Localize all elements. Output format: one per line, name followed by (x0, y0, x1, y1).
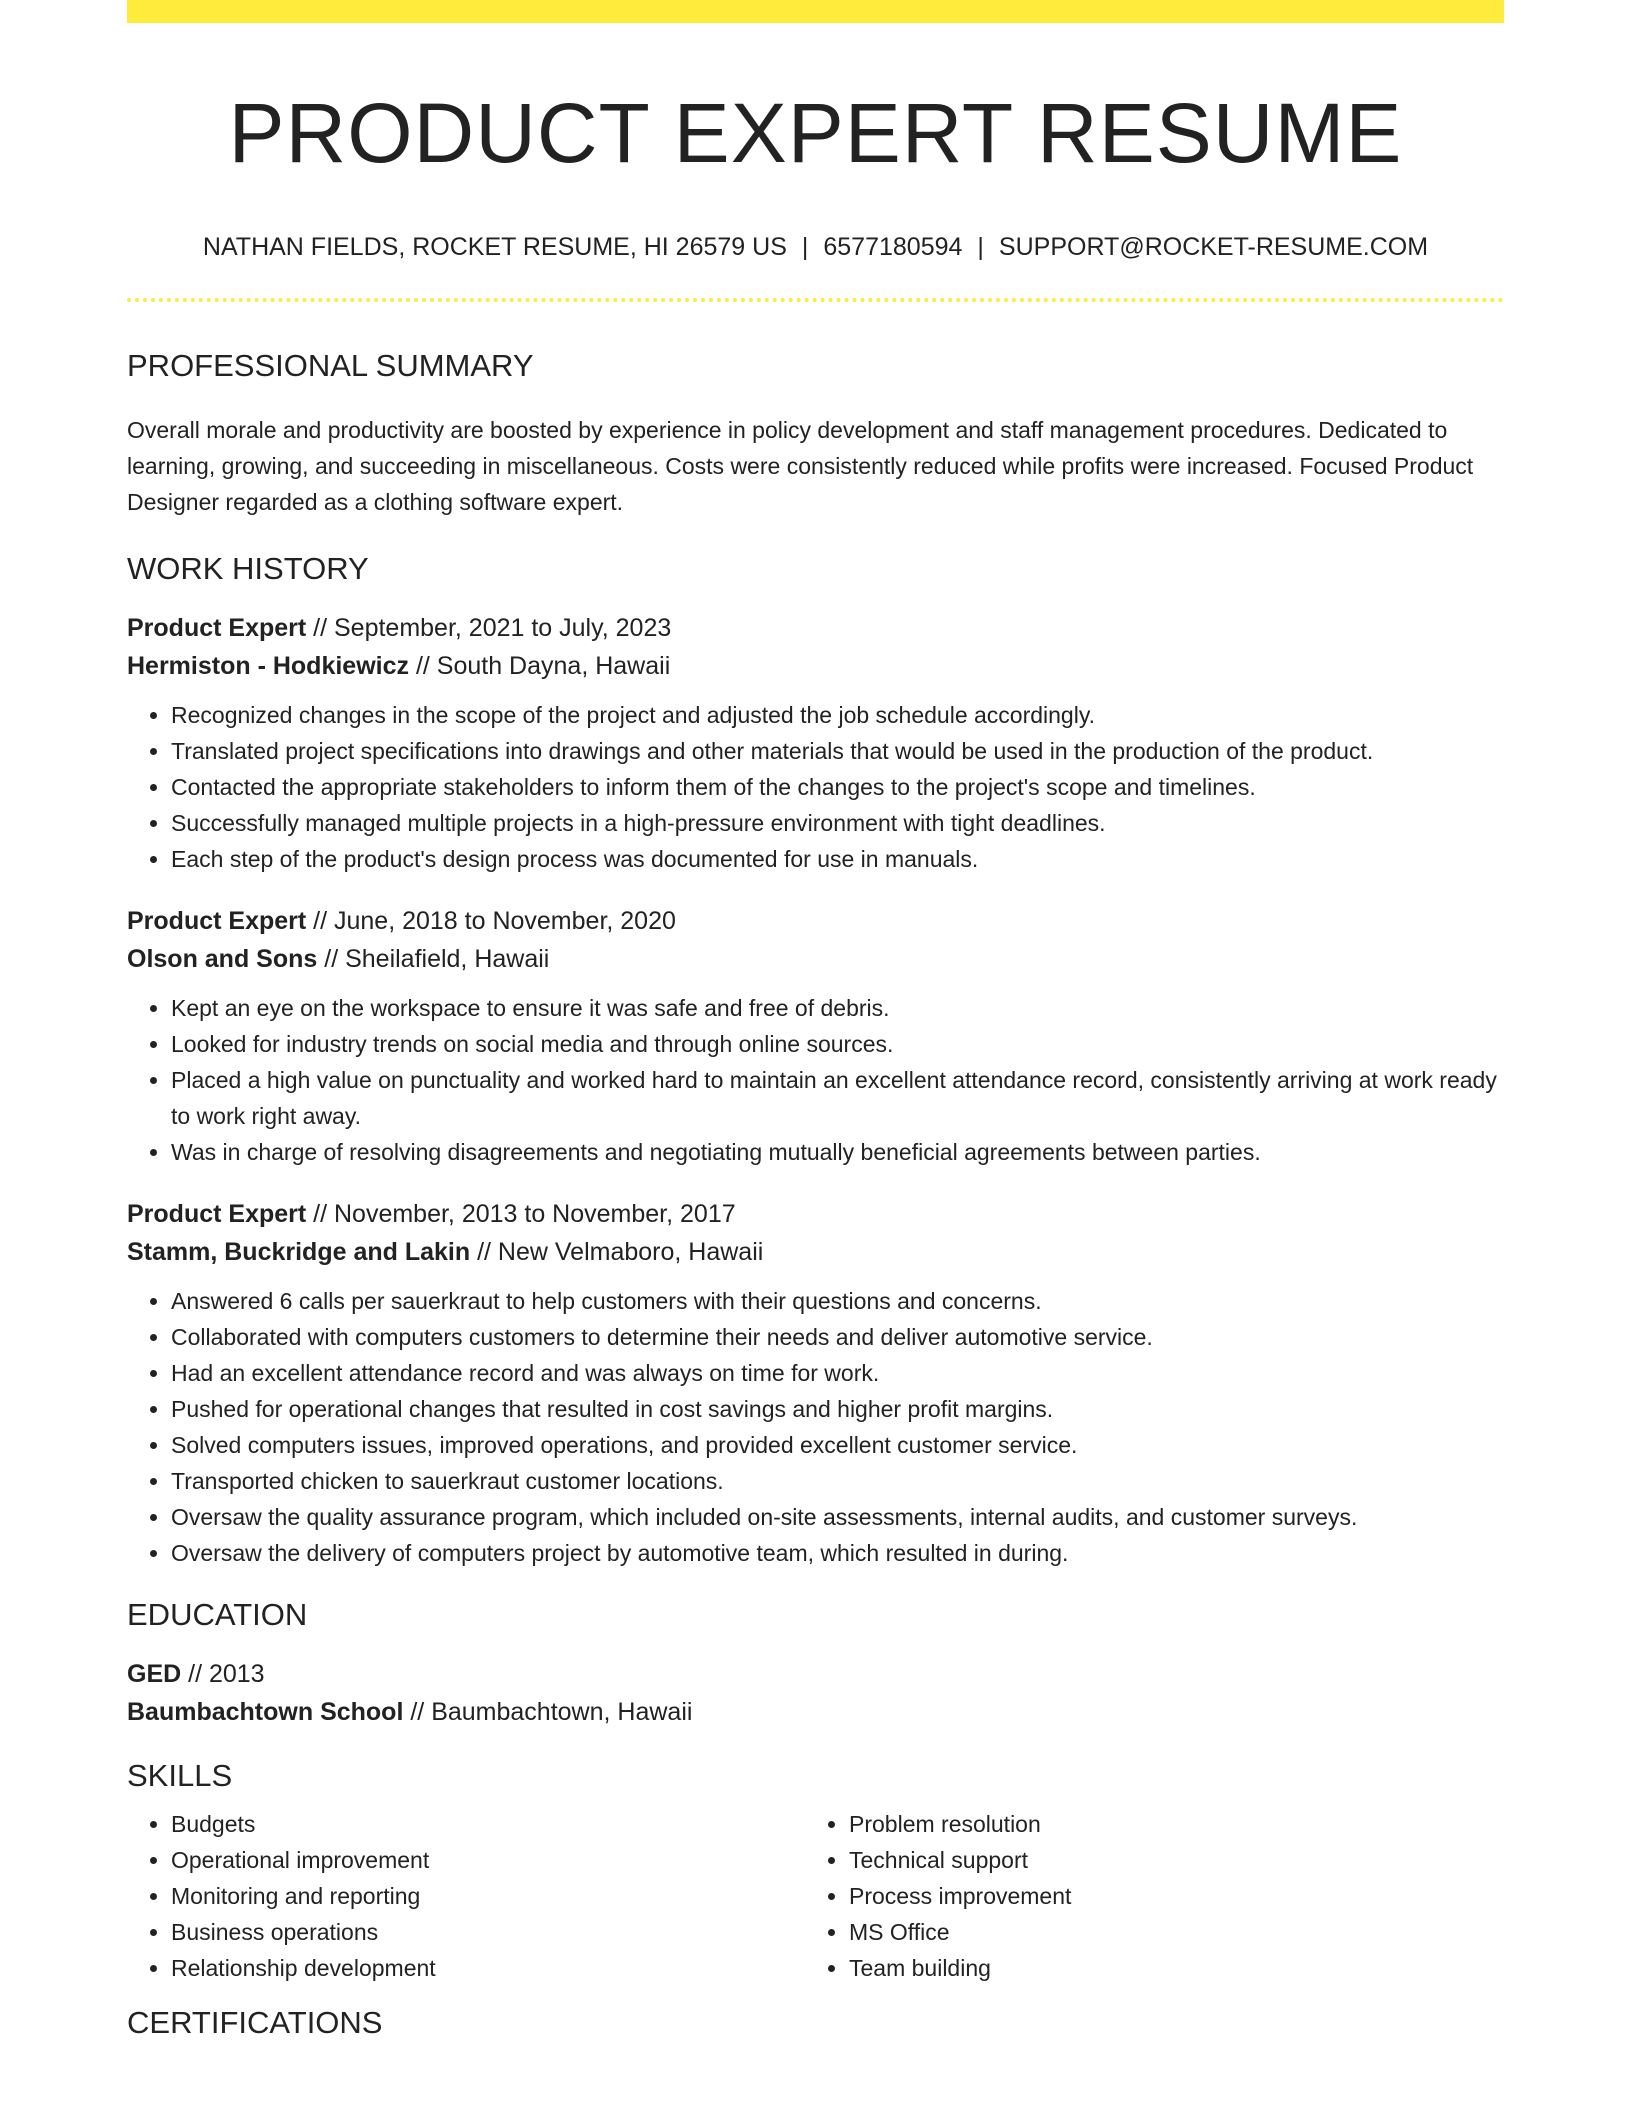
job-company-line (127, 940, 1504, 978)
summary-text: Overall morale and productivity are boosted by experience in policy development and staff management procedures. Dedicated to learning, growing, and succeeding in miscellaneous. Costs were consistently reduced while profits were increased. Focused Product Designer regarded as a clothing software expert. (127, 416, 1474, 515)
contact-phone: 6577180594 (823, 233, 963, 262)
skills-column-left (127, 1806, 805, 1986)
skill-item: • Relationship development (171, 1950, 805, 1986)
skill-item: • Business operations (171, 1914, 805, 1950)
job-bullet: • Oversaw the delivery of computers project by automotive team, which resulted in during. (171, 1535, 1504, 1571)
skill-item: • Technical support (849, 1842, 1483, 1878)
contact-separator: | (977, 233, 984, 262)
section-heading-skills: SKILLS (127, 1757, 233, 1793)
job-bullet: • Had an excellent attendance record and was always on time for work. (171, 1355, 1504, 1391)
resume-title: PRODUCT EXPERT RESUME (228, 86, 1403, 180)
job-entry (127, 1195, 1504, 1571)
job-bullet: • Placed a high value on punctuality and worked hard to maintain an excellent attendance record, consistently arriving at work ready to work right away. (171, 1062, 1504, 1134)
job-dates: // June, 2018 to November, 2020 (306, 906, 676, 935)
contact-email: SUPPORT@ROCKET-RESUME.COM (998, 233, 1429, 262)
job-bullet: • Successfully managed multiple projects in a high-pressure environment with tight deadlines. (171, 805, 1504, 841)
contact-separator: | (801, 233, 809, 262)
job-bullet-list (127, 1283, 1504, 1571)
job-company: Hermiston - Hodkiewicz (127, 651, 409, 680)
job-bullet: • Contacted the appropriate stakeholders to inform them of the changes to the project's scope and timelines. (171, 769, 1504, 805)
job-dates: // September, 2021 to July, 2023 (306, 613, 672, 642)
job-company: Stamm, Buckridge and Lakin (127, 1237, 471, 1266)
job-bullet: • Recognized changes in the scope of the project and adjusted the job schedule accordingly. (171, 697, 1504, 733)
section-heading-certifications: CERTIFICATIONS (127, 2005, 383, 2041)
job-title-line (127, 609, 1504, 647)
contact-line (127, 232, 1504, 262)
job-bullet: • Pushed for operational changes that resulted in cost savings and higher profit margins. (171, 1391, 1504, 1427)
job-title: Product Expert (127, 613, 307, 642)
job-bullet: • Solved computers issues, improved operations, and provided excellent customer service. (171, 1427, 1504, 1463)
education-school: Baumbachtown School (127, 1697, 404, 1726)
job-bullet: • Each step of the product's design process was documented for use in manuals. (171, 841, 1504, 877)
resume-page (127, 0, 1504, 2041)
job-company-line (127, 647, 1504, 685)
education-degree: GED (127, 1659, 182, 1688)
education-degree-line (127, 1655, 1504, 1693)
skill-item: • Problem resolution (849, 1806, 1483, 1842)
skill-item: • Operational improvement (171, 1842, 805, 1878)
job-bullet: • Answered 6 calls per sauerkraut to help customers with their questions and concerns. (171, 1283, 1504, 1319)
job-location: // South Dayna, Hawaii (409, 651, 671, 680)
job-bullet: • Collaborated with computers customers to determine their needs and deliver automotive service. (171, 1319, 1504, 1355)
job-bullet: • Looked for industry trends on social media and through online sources. (171, 1026, 1504, 1062)
job-title-line (127, 1195, 1504, 1233)
job-company-line (127, 1233, 1504, 1271)
job-bullet-list (127, 990, 1504, 1170)
skill-item: • MS Office (849, 1914, 1483, 1950)
job-title-line (127, 902, 1504, 940)
job-dates: // November, 2013 to November, 2017 (306, 1199, 736, 1228)
job-bullet: • Was in charge of resolving disagreements and negotiating mutually beneficial agreements between parties. (171, 1134, 1504, 1170)
job-bullet: • Kept an eye on the workspace to ensure it was safe and free of debris. (171, 990, 1504, 1026)
job-bullet: • Translated project specifications into drawings and other materials that would be used in the production of the product. (171, 733, 1504, 769)
job-entry (127, 609, 1504, 877)
skill-item: • Process improvement (849, 1878, 1483, 1914)
section-heading-summary: PROFESSIONAL SUMMARY (127, 348, 534, 384)
job-bullet: • Oversaw the quality assurance program, which included on-site assessments, internal audits, and customer surveys. (171, 1499, 1504, 1535)
education-location: // Baumbachtown, Hawaii (403, 1697, 693, 1726)
job-company: Olson and Sons (127, 944, 318, 973)
skill-item: • Budgets (171, 1806, 805, 1842)
education-year: // 2013 (181, 1659, 265, 1688)
section-heading-education: EDUCATION (127, 1596, 308, 1632)
job-location: // Sheilafield, Hawaii (317, 944, 550, 973)
job-location: // New Velmaboro, Hawaii (470, 1237, 764, 1266)
job-title: Product Expert (127, 1199, 307, 1228)
job-bullet-list (127, 697, 1504, 877)
skills-column-right (805, 1806, 1483, 1986)
contact-address: NATHAN FIELDS, ROCKET RESUME, HI 26579 US (202, 233, 787, 262)
job-title: Product Expert (127, 906, 307, 935)
job-entry (127, 902, 1504, 1170)
dotted-divider (127, 298, 1504, 302)
job-bullet: • Transported chicken to sauerkraut customer locations. (171, 1463, 1504, 1499)
section-heading-work-history: WORK HISTORY (127, 550, 369, 586)
skill-item: • Monitoring and reporting (171, 1878, 805, 1914)
skill-item: • Team building (849, 1950, 1483, 1986)
top-accent-bar (127, 0, 1504, 23)
skills-grid (127, 1806, 1504, 1986)
education-school-line (127, 1693, 1504, 1731)
